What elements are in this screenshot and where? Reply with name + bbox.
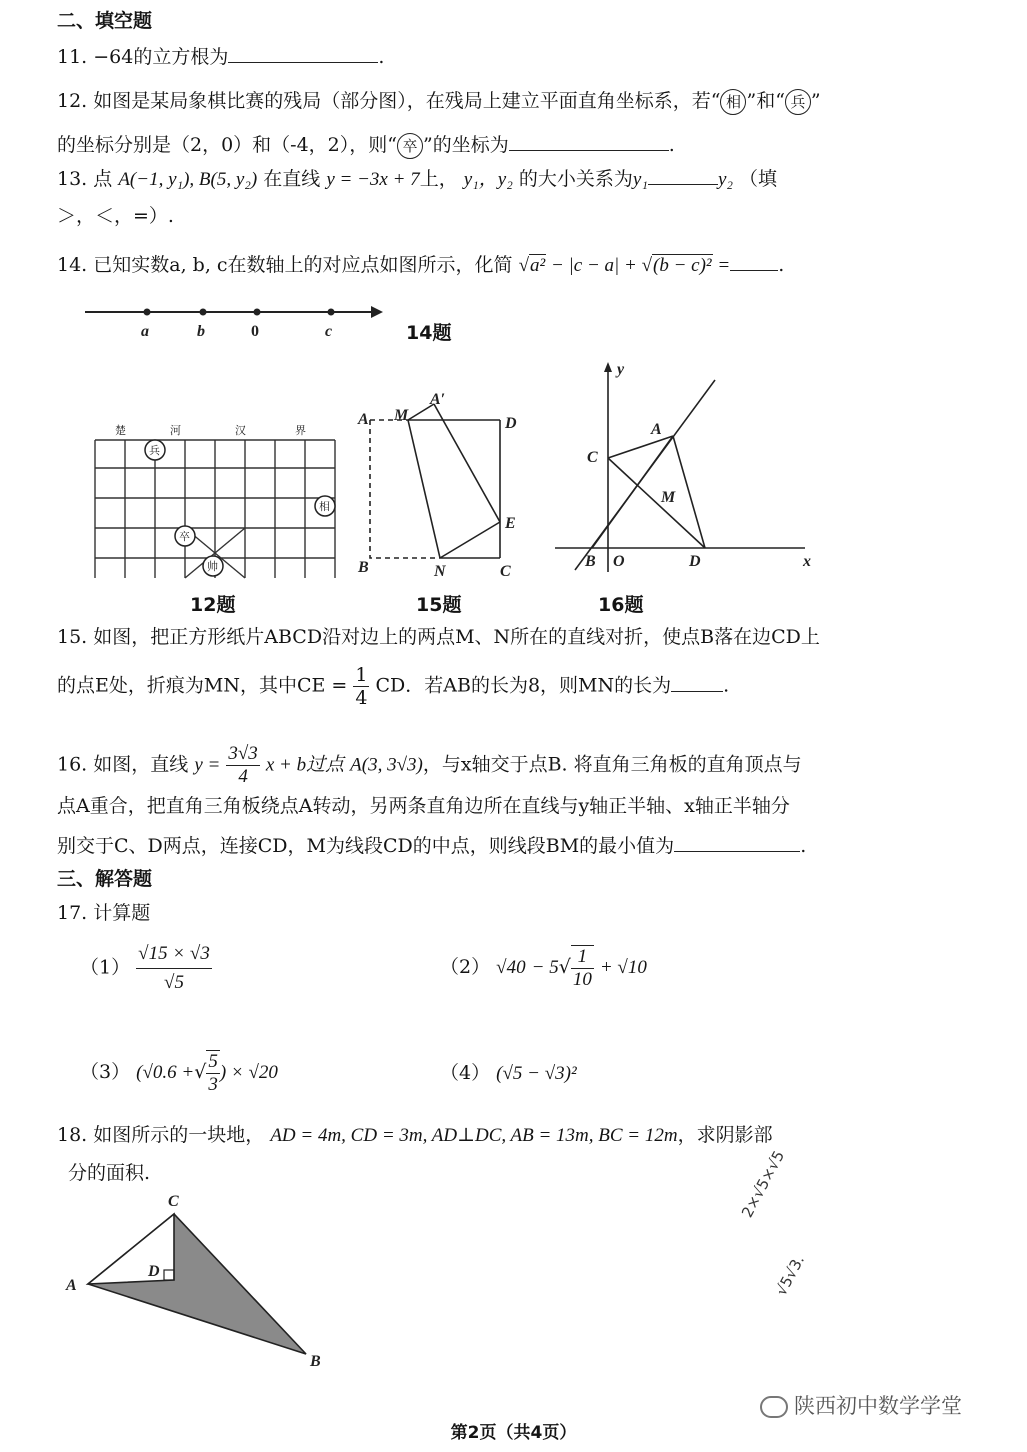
- q17-p2-coef: − 5: [531, 957, 559, 978]
- y-axis-arrow-icon: [604, 362, 612, 372]
- label-E: E: [505, 515, 516, 532]
- xiang-piece-label: 相: [319, 500, 330, 513]
- unshaded-triangle: [88, 1214, 174, 1284]
- q17-p4-label: （4）: [440, 1062, 491, 1084]
- label-D: D: [689, 553, 701, 570]
- label-C: C: [587, 449, 598, 466]
- q13-points: A(−1, y₁), B(5, y₂): [118, 169, 258, 190]
- q16-end: .: [800, 835, 807, 857]
- q13-y1y2: y₁，y₂: [463, 169, 513, 190]
- q17-p3-fraction: $\frac{5}{3}$: [208, 1051, 218, 1095]
- question-18-line1: [57, 1122, 773, 1149]
- shaded-region: [88, 1214, 306, 1354]
- label-zero: 0: [251, 323, 259, 340]
- page-footer: 第2页（共4页）: [450, 1423, 577, 1443]
- bing-piece-label: 兵: [149, 444, 160, 457]
- shaded-triangle-figure: [60, 1188, 330, 1373]
- section-heading-solutions: 三、解答题: [57, 868, 153, 890]
- handwriting-note-2: √5√3.: [772, 1252, 809, 1299]
- point-a-dot: [144, 309, 151, 316]
- label-N: N: [434, 563, 446, 580]
- q18-conditions: AD = 4m, CD = 3m, AD⊥DC, AB = 13m, BC = 12m: [270, 1125, 678, 1146]
- q17-part-2: （2） √40 − 5√ $\frac{1}{10}$ + √10: [440, 946, 647, 990]
- q17-p2-term1: √40: [496, 957, 526, 978]
- river-char-2: 河: [170, 424, 181, 437]
- folded-square-figure: [358, 391, 528, 586]
- q17-part-1: [80, 940, 212, 997]
- question-18-line2: 分的面积.: [68, 1162, 151, 1184]
- q14-text: 14. 已知实数a, b, c在数轴上的对应点如图所示，化简: [57, 254, 513, 276]
- bing-piece-icon: 兵: [785, 89, 811, 115]
- q13-equation: y = −3x + 7: [326, 169, 420, 190]
- q16-y-equals: y =: [194, 754, 221, 776]
- q13-tail: （填: [739, 168, 778, 190]
- label-M: M: [394, 407, 409, 424]
- q13-line2: ＞，＜，=）.: [57, 205, 174, 227]
- question-15-line1: 15. 如图，把正方形纸片ABCD沿对边上的两点M、N所在的直线对折，使点B落在边CD上: [57, 626, 820, 648]
- q18-text2: ，求阴影部: [677, 1124, 773, 1146]
- q13-y1: y₁: [632, 169, 648, 190]
- question-14: 14. 已知实数a, b, c在数轴上的对应点如图所示，化简 √a² − |c − a| + √(b − c)² = .: [57, 254, 785, 276]
- q17-p3-term2: ) × √20: [219, 1062, 278, 1083]
- q13-text3: 上，: [419, 168, 458, 190]
- label-C: C: [500, 563, 511, 580]
- q12-quote: ”: [810, 90, 821, 112]
- label-B: B: [310, 1353, 321, 1370]
- q11-answer-blank[interactable]: [228, 62, 378, 63]
- q17-p4-expr: (√5 − √3)²: [496, 1063, 577, 1084]
- question-12-line2: [57, 132, 675, 159]
- label-b: b: [197, 323, 205, 340]
- label-D: D: [505, 415, 517, 432]
- q17-part-3: （3） (√0.6 +√ $\frac{5}{3}$ ) × √20: [80, 1051, 278, 1095]
- watermark: [760, 1390, 962, 1420]
- q16-text2: x + b过点: [265, 754, 345, 776]
- handwriting-note-1: 2×√5×√5: [738, 1147, 789, 1221]
- q14-sqrt-a2: a²: [530, 255, 546, 276]
- xiang-piece-icon: 相: [720, 89, 746, 115]
- q17-p1-fraction: $\frac{√15 \times √3}{√5}$: [136, 940, 212, 997]
- q16-slope-fraction: $\frac{3√3}{4}$: [228, 743, 258, 787]
- q11-end: .: [378, 46, 385, 68]
- caption-14: 14题: [406, 322, 452, 344]
- q14-answer-blank[interactable]: [730, 270, 778, 271]
- label-D: D: [148, 1263, 160, 1280]
- wechat-icon: [760, 1396, 788, 1418]
- q16-point-A: A(3, 3√3): [350, 754, 423, 776]
- zu-piece-icon: 卒: [397, 133, 423, 159]
- q17-part-4: [440, 1060, 577, 1087]
- q15-text: 的点E处，折痕为MN，其中CE =: [57, 674, 348, 697]
- watermark-text: 陕西初中数学学堂: [794, 1394, 962, 1418]
- chess-board-figure: [85, 418, 350, 588]
- question-17-title: 17. 计算题: [57, 902, 151, 924]
- question-12-line1: [57, 88, 821, 115]
- q15-text2: CD．若AB的长为8，则MN的长为: [375, 674, 672, 697]
- q16-answer-blank[interactable]: [674, 851, 800, 852]
- q17-p1-label: （1）: [80, 956, 131, 979]
- q14-sqrt-bc2: (b − c)²: [653, 255, 712, 276]
- q16-text3: ，与x轴交于点B. 将直角三角板的直角顶点与: [422, 753, 802, 776]
- label-O: O: [613, 553, 625, 570]
- q17-p2-label: （2）: [440, 956, 491, 978]
- q13-y2: y₂: [717, 169, 733, 190]
- river-char-4: 界: [295, 424, 306, 437]
- label-C: C: [168, 1193, 179, 1210]
- point-b-dot: [200, 309, 207, 316]
- label-A: A: [358, 411, 369, 428]
- q17-p2-term3: + √10: [599, 957, 647, 978]
- shuai-piece-label: 帅: [207, 560, 218, 573]
- caption-12: 12题: [190, 594, 236, 616]
- question-16-line3: [57, 833, 806, 859]
- label-A-prime: A′: [430, 391, 446, 408]
- coordinate-figure: [555, 358, 830, 583]
- question-16-line1: [57, 743, 802, 788]
- label-M: M: [661, 489, 676, 506]
- q13-text2: 在直线: [263, 168, 321, 190]
- label-x: x: [803, 553, 811, 570]
- q13-text: 13. 点: [57, 168, 113, 190]
- q18-text: 18. 如图所示的一块地，: [57, 1124, 265, 1146]
- q17-p3-label: （3）: [80, 1061, 131, 1083]
- caption-15: 15题: [416, 594, 462, 616]
- label-y: y: [617, 361, 625, 378]
- q13-answer-blank[interactable]: [648, 184, 718, 185]
- q16-text4: 别交于C、D两点，连接CD，M为线段CD的中点，则线段BM的最小值为: [57, 835, 675, 857]
- question-16-line2: 点A重合，把直角三角板绕点A转动，另两条直角边所在直线与y轴正半轴、x轴正半轴分: [57, 795, 790, 817]
- q14-end: .: [778, 254, 785, 276]
- q12-and: ”和“: [746, 90, 785, 112]
- q15-end: .: [723, 674, 730, 697]
- number-line-figure: [85, 300, 395, 344]
- q12-text3: ”的坐标为: [423, 134, 509, 156]
- q14-abs-term: − |c − a| +: [546, 255, 642, 276]
- caption-16: 16题: [598, 594, 644, 616]
- number-line-arrow-icon: [371, 306, 383, 318]
- q12-text2: 的坐标分别是（2，0）和（-4，2），则“: [57, 134, 397, 156]
- river-char-1: 楚: [115, 424, 126, 437]
- label-a: a: [141, 323, 149, 340]
- river-char-3: 汉: [235, 424, 246, 437]
- label-B: B: [358, 559, 369, 576]
- q15-fraction: $\frac{1}{4}$: [355, 664, 368, 709]
- question-13-line1: [57, 166, 777, 193]
- q11-number: 11.: [57, 46, 88, 68]
- question-11: [57, 44, 384, 70]
- q14-equals: =: [712, 255, 731, 276]
- label-A: A: [651, 421, 662, 438]
- q15-answer-blank[interactable]: [671, 691, 723, 692]
- q11-text: −64的立方根为: [93, 46, 229, 68]
- point-0-dot: [254, 309, 261, 316]
- q12-answer-blank[interactable]: [509, 150, 669, 151]
- q16-text: 16. 如图，直线: [57, 753, 189, 776]
- q12-end: .: [668, 134, 675, 156]
- q12-text: 12. 如图是某局象棋比赛的残局（部分图），在残局上建立平面直角坐标系，若“: [57, 90, 721, 112]
- label-B: B: [585, 553, 596, 570]
- q17-p2-fraction: $\frac{1}{10}$: [572, 946, 592, 990]
- question-15-line2: [57, 664, 729, 709]
- section-heading-fill-blank: 二、填空题: [57, 10, 153, 32]
- q17-p3-term1: (√0.6 +: [136, 1062, 195, 1083]
- label-A: A: [66, 1277, 77, 1294]
- point-c-dot: [328, 309, 335, 316]
- zu-piece-label: 卒: [179, 530, 190, 543]
- label-c: c: [325, 323, 333, 340]
- q13-text4: 的大小关系为: [518, 168, 633, 190]
